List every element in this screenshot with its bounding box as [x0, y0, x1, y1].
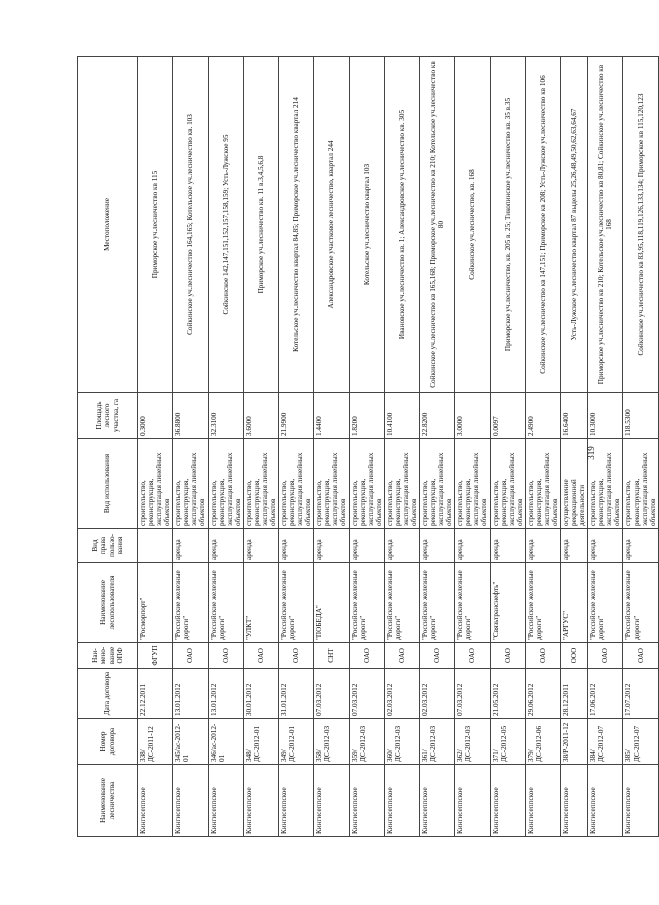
table-cell: Кингисеппское: [490, 765, 525, 837]
table-cell: 360/ДС-2012-03: [384, 719, 419, 765]
table-cell: ОАО: [588, 643, 623, 669]
table-row: [173, 57, 208, 837]
table-cell: "Российские железные дороги": [623, 563, 658, 643]
table-cell: 28.12.2011: [561, 669, 588, 719]
table-cell: "Российские железные дороги": [279, 563, 314, 643]
table-cell: аренда: [490, 529, 525, 563]
table-cell: 17.07.2012: [623, 669, 658, 719]
table-cell: СНТ: [314, 643, 349, 669]
table-cell: ОАО: [208, 643, 243, 669]
table-row: [138, 57, 173, 837]
column-header: Вид использования: [78, 439, 138, 529]
table-cell: 16.6400: [561, 393, 588, 439]
table-cell: Кингисеппское: [314, 765, 349, 837]
table-cell: 1.4400: [314, 393, 349, 439]
table-cell: Кингисеппское: [384, 765, 419, 837]
table-cell: "АРГУС": [561, 563, 588, 643]
table-row: [208, 57, 243, 837]
table-cell: 10.3000: [588, 393, 623, 439]
table-body: [138, 57, 659, 837]
column-header: Наименование лесопользователя: [78, 563, 138, 643]
table-cell: строительство, реконструкция, эксплуатация линейных объектов: [420, 439, 455, 529]
table-cell: "Российские железные дороги": [525, 563, 560, 643]
table-cell: 31.01.2012: [279, 669, 314, 719]
table-cell: "ПОБЕДА": [314, 563, 349, 643]
table-cell: 07.03.2012: [349, 669, 384, 719]
table-cell: 32.3100: [208, 393, 243, 439]
table-cell: Сойкинское уч.лесничество 164,165; Котельское уч.лесничество кв. 103: [173, 57, 208, 393]
table-cell: 362/ДС-2012-03: [455, 719, 490, 765]
table-cell: аренда: [561, 529, 588, 563]
table-cell: 361/ДС-2012-03: [420, 719, 455, 765]
table-cell: аренда: [314, 529, 349, 563]
table-cell: [138, 529, 173, 563]
table-cell: строительство, реконструкция, эксплуатация линейных объектов: [173, 439, 208, 529]
table-cell: аренда: [243, 529, 278, 563]
column-header: Номер договора: [78, 719, 138, 765]
table-cell: 07.03.2012: [314, 669, 349, 719]
table-cell: Кингисеппское: [588, 765, 623, 837]
table-cell: 0.0097: [490, 393, 525, 439]
table-cell: "УЛКТ": [243, 563, 278, 643]
table-cell: 359/ДС-2012-03: [349, 719, 384, 765]
column-header: Дата договора: [78, 669, 138, 719]
table-cell: ОАО: [455, 643, 490, 669]
table-cell: 384/ДС-2012-07: [588, 719, 623, 765]
table-cell: строительство, реконструкция, эксплуатация линейных объектов: [208, 439, 243, 529]
table-cell: 02.03.2012: [384, 669, 419, 719]
table-cell: Сойкинское уч.лесничество кв 83,95,118,119,126,133,134; Приморское кв 115,120,123: [623, 57, 658, 393]
table-cell: ФГУП: [138, 643, 173, 669]
table-cell: "Российские железные дороги": [455, 563, 490, 643]
table-cell: строительство, реконструкция, эксплуатация линейных объектов: [623, 439, 658, 529]
table-cell: Кингисеппское: [279, 765, 314, 837]
table-row: [243, 57, 278, 837]
table-cell: строительство, реконструкция, эксплуатация линейных объектов: [490, 439, 525, 529]
header-row: [78, 57, 138, 837]
table-cell: Приморское уч.лесничество кв. 11 в.3,4,5,6,8: [243, 57, 278, 393]
table-row: [623, 57, 658, 837]
table-cell: строительство, реконструкция, эксплуатация линейных объектов: [349, 439, 384, 529]
table-cell: 29.06.2012: [525, 669, 560, 719]
table-cell: "Связьтранснефть": [490, 563, 525, 643]
table-cell: аренда: [279, 529, 314, 563]
table-cell: 1.8200: [349, 393, 384, 439]
table-cell: 38/Р-2011-12: [561, 719, 588, 765]
table-row: [384, 57, 419, 837]
table-cell: 349/ДС-2012-01: [279, 719, 314, 765]
page-number: 319: [585, 446, 596, 460]
table-cell: 2.4900: [525, 393, 560, 439]
table-cell: Сойкинское уч.лесничество, кв. 168: [455, 57, 490, 393]
table-cell: Усть-Лужское уч.лесничество квартал 87 выделы 25,26,48,49,50,62,63,64,67: [561, 57, 588, 393]
table-cell: Приморское уч.лесничество кв 210; Котельское уч.лесничество кв 80,81; Сойкинское уч.лесничество кв 168: [588, 57, 623, 393]
table-cell: 345/ас-2012-01: [173, 719, 208, 765]
table-cell: ОАО: [243, 643, 278, 669]
table-cell: 22.12.2011: [138, 669, 173, 719]
table-cell: 07.03.2012: [455, 669, 490, 719]
table-cell: 17.06.2012: [588, 669, 623, 719]
table-cell: 36.8800: [173, 393, 208, 439]
table-cell: 3.6000: [243, 393, 278, 439]
table-cell: Кингисеппское: [455, 765, 490, 837]
table-cell: строительство, реконструкция, эксплуатация линейных объектов: [384, 439, 419, 529]
table-cell: "Российские железные дороги": [384, 563, 419, 643]
table-cell: Александровское участковое лесничество, квартал 244: [314, 57, 349, 393]
table-cell: ОАО: [279, 643, 314, 669]
table-cell: Кингисеппское: [349, 765, 384, 837]
table-cell: 0.3000: [138, 393, 173, 439]
table-cell: "Росморпорт": [138, 563, 173, 643]
column-header: Вид права пользо-вания: [78, 529, 138, 563]
table-cell: ОАО: [384, 643, 419, 669]
table-cell: 30.01.2012: [243, 669, 278, 719]
table-cell: ОАО: [525, 643, 560, 669]
table-cell: 21.05.2012: [490, 669, 525, 719]
table-cell: "Российские железные дороги": [588, 563, 623, 643]
table-cell: Кингисеппское: [138, 765, 173, 837]
table-cell: ОАО: [349, 643, 384, 669]
table-cell: аренда: [349, 529, 384, 563]
table-cell: 358/ДС-2012-03: [314, 719, 349, 765]
table-cell: ОАО: [623, 643, 658, 669]
table-row: [525, 57, 560, 837]
table-cell: аренда: [173, 529, 208, 563]
table-cell: Сойкинское 142,147,151,152,157,158,159; Усть-Лужское 95: [208, 57, 243, 393]
table-cell: 3.0000: [455, 393, 490, 439]
table-cell: 22.8200: [420, 393, 455, 439]
table-cell: аренда: [588, 529, 623, 563]
column-header: Наи-мено-вание ОПФ: [78, 643, 138, 669]
table-cell: ООО: [561, 643, 588, 669]
table-cell: строительство, реконструкция, эксплуатация линейных объектов: [279, 439, 314, 529]
table-cell: строительство, реконструкция, эксплуатация линейных объектов: [138, 439, 173, 529]
table-cell: "Российские железные дороги": [208, 563, 243, 643]
table-cell: осуществление рекреационной деятельности: [561, 439, 588, 529]
table-cell: аренда: [525, 529, 560, 563]
table-cell: 13.01.2012: [173, 669, 208, 719]
column-header: Площадь лесного участка, га: [78, 393, 138, 439]
table-cell: ОАО: [490, 643, 525, 669]
table-cell: Кингисеппское: [525, 765, 560, 837]
table-cell: 371/ДС-2012-05: [490, 719, 525, 765]
table-row: [490, 57, 525, 837]
table-cell: Приморское уч.лесничество, кв. 205 в. 25; Тикопинское уч.лесничество кв. 35 в.35: [490, 57, 525, 393]
table-cell: аренда: [384, 529, 419, 563]
table-cell: 348/ДС-2012-01: [243, 719, 278, 765]
table-cell: Котельское уч.лесничество квартал 84,85; Приморское уч.лесничество квартал 214: [279, 57, 314, 393]
table-cell: 13.01.2012: [208, 669, 243, 719]
table-cell: Ивановское уч.лесничество кв. 1; Александровское уч.лесничество кв. 305: [384, 57, 419, 393]
table-cell: 10.4100: [384, 393, 419, 439]
table-cell: Кингисеппское: [623, 765, 658, 837]
table-cell: строительство, реконструкция, эксплуатация линейных объектов: [243, 439, 278, 529]
table-cell: аренда: [623, 529, 658, 563]
table-cell: 21.9900: [279, 393, 314, 439]
table-row: [279, 57, 314, 837]
table-cell: 379/ДС-2012-06: [525, 719, 560, 765]
table-cell: Кингисеппское: [208, 765, 243, 837]
table-cell: строительство, реконструкция, эксплуатация линейных объектов: [588, 439, 623, 529]
table-cell: ОАО: [173, 643, 208, 669]
table-cell: Приморское уч.лесничество кв 115: [138, 57, 173, 393]
table-row: [455, 57, 490, 837]
table-cell: "Российские железные дороги": [173, 563, 208, 643]
table-cell: 346/ас-2012-01: [208, 719, 243, 765]
table-cell: строительство, реконструкция, эксплуатация линейных объектов: [525, 439, 560, 529]
table-cell: Кингисеппское: [173, 765, 208, 837]
column-header: Наименование лесничества: [78, 765, 138, 837]
table-cell: 118.5300: [623, 393, 658, 439]
table-cell: "Российские железные дороги": [349, 563, 384, 643]
table-cell: аренда: [455, 529, 490, 563]
table-row: [561, 57, 588, 837]
table-cell: 02.03.2012: [420, 669, 455, 719]
table-cell: Сойкинское уч.лесничество кв 165,168; Приморское уч.лесничество кв 210; Котельское уч.лесничество кв 80: [420, 57, 455, 393]
table-row: [349, 57, 384, 837]
table-cell: аренда: [420, 529, 455, 563]
table-cell: аренда: [208, 529, 243, 563]
table-cell: Кингисеппское: [561, 765, 588, 837]
column-header: Местоположение: [78, 57, 138, 393]
table-cell: строительство, реконструкция, эксплуатация линейных объектов: [455, 439, 490, 529]
lease-table: [77, 56, 659, 837]
table-cell: "Российские железные дороги": [420, 563, 455, 643]
table-row: [420, 57, 455, 837]
table-cell: 338/ДС-2011-12: [138, 719, 173, 765]
table-cell: Кингисеппское: [243, 765, 278, 837]
table-cell: ОАО: [420, 643, 455, 669]
table-cell: Сойкинское уч.лесничество кв 147,151; Приморское кв 208; Усть-Лужское уч.лесничество кв 106: [525, 57, 560, 393]
table-cell: строительство, реконструкция, эксплуатация линейных объектов: [314, 439, 349, 529]
table-cell: Котельское уч.лесничество квартал 103: [349, 57, 384, 393]
table-cell: Кингисеппское: [420, 765, 455, 837]
table-row: [314, 57, 349, 837]
table-cell: 385/ДС-2012-07: [623, 719, 658, 765]
